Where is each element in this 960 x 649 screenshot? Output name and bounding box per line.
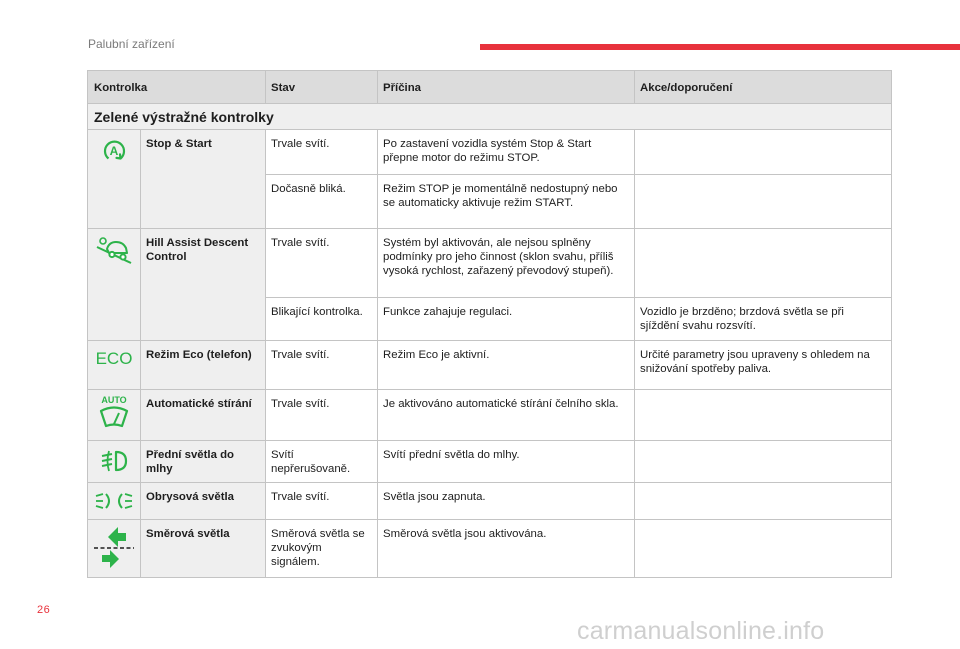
table-row bbox=[88, 341, 892, 390]
cell-akce: Vozidlo je brzděno; brzdová světla se při sjíždění svahu rozsvítí. bbox=[635, 298, 892, 341]
cell-pricina: Režim STOP je momentálně nedostupný nebo se automaticky aktivuje režim START. bbox=[378, 175, 635, 229]
column-header-kontrolka: Kontrolka bbox=[88, 71, 266, 104]
cell-akce bbox=[635, 483, 892, 520]
cell-stav: Směrová světla se zvukovým signálem. bbox=[266, 520, 378, 578]
cell-stav: Trvale svítí. bbox=[266, 483, 378, 520]
section-row bbox=[88, 104, 892, 130]
column-header-akce: Akce/doporučení bbox=[635, 71, 892, 104]
side-lights-icon bbox=[92, 491, 136, 511]
light-name: Režim Eco (telefon) bbox=[141, 341, 266, 390]
page-header-title: Palubní zařízení bbox=[88, 37, 175, 51]
light-name: Směrová světla bbox=[141, 520, 266, 578]
column-header-pricina: Příčina bbox=[378, 71, 635, 104]
cell-stav: Trvale svítí. bbox=[266, 130, 378, 175]
cell-akce bbox=[635, 390, 892, 441]
table-row bbox=[88, 130, 892, 175]
icon-cell bbox=[88, 520, 141, 578]
cell-pricina: Systém byl aktivován, ale nejsou splněny podmínky pro jeho činnost (sklon svahu, příliš vysoká rychlost, zařazený převodový stupeň). bbox=[378, 229, 635, 298]
icon-cell bbox=[88, 341, 141, 390]
cell-stav: Dočasně bliká. bbox=[266, 175, 378, 229]
icon-cell bbox=[88, 441, 141, 483]
icon-cell bbox=[88, 130, 141, 229]
light-name: Stop & Start bbox=[141, 130, 266, 229]
table-row bbox=[88, 483, 892, 520]
light-name: Hill Assist Descent Control bbox=[141, 229, 266, 341]
cell-akce bbox=[635, 175, 892, 229]
cell-pricina: Světla jsou zapnuta. bbox=[378, 483, 635, 520]
auto-wiper-icon bbox=[92, 394, 136, 432]
column-header-stav: Stav bbox=[266, 71, 378, 104]
hill-descent-icon bbox=[92, 237, 136, 265]
auto-icon-text: AUTO bbox=[101, 395, 127, 405]
warning-lights-table bbox=[87, 70, 892, 578]
cell-pricina: Je aktivováno automatické stírání čelního skla. bbox=[378, 390, 635, 441]
cell-stav: Trvale svítí. bbox=[266, 341, 378, 390]
icon-cell bbox=[88, 390, 141, 441]
table-row bbox=[88, 229, 892, 298]
icon-cell bbox=[88, 483, 141, 520]
light-name: Obrysová světla bbox=[141, 483, 266, 520]
cell-akce bbox=[635, 130, 892, 175]
header-accent-bar bbox=[480, 44, 960, 50]
cell-pricina: Funkce zahajuje regulaci. bbox=[378, 298, 635, 341]
cell-pricina: Směrová světla jsou aktivována. bbox=[378, 520, 635, 578]
cell-stav: Trvale svítí. bbox=[266, 229, 378, 298]
section-title: Zelené výstražné kontrolky bbox=[88, 104, 892, 130]
cell-akce: Určité parametry jsou upraveny s ohledem na snižování spotřeby paliva. bbox=[635, 341, 892, 390]
cell-stav: Trvale svítí. bbox=[266, 390, 378, 441]
cell-pricina: Režim Eco je aktivní. bbox=[378, 341, 635, 390]
eco-icon-text: ECO bbox=[95, 349, 133, 367]
cell-stav: Blikající kontrolka. bbox=[266, 298, 378, 341]
cell-pricina: Svítí přední světla do mlhy. bbox=[378, 441, 635, 483]
eco-icon bbox=[92, 349, 136, 367]
table-header-row bbox=[88, 71, 892, 104]
icon-cell bbox=[88, 229, 141, 341]
table-row bbox=[88, 390, 892, 441]
cell-stav: Svítí nepřerušovaně. bbox=[266, 441, 378, 483]
light-name: Přední světla do mlhy bbox=[141, 441, 266, 483]
svg-text:A: A bbox=[109, 144, 119, 158]
table-row bbox=[88, 520, 892, 578]
light-name: Automatické stírání bbox=[141, 390, 266, 441]
cell-pricina: Po zastavení vozidla systém Stop & Start přepne motor do režimu STOP. bbox=[378, 130, 635, 175]
cell-akce bbox=[635, 229, 892, 298]
front-fog-light-icon bbox=[92, 449, 136, 473]
cell-akce bbox=[635, 441, 892, 483]
watermark: carmanualsonline.info bbox=[577, 617, 825, 645]
cell-akce bbox=[635, 520, 892, 578]
turn-signal-icon bbox=[92, 525, 136, 569]
table-row bbox=[88, 441, 892, 483]
page-number: 26 bbox=[37, 604, 51, 616]
stop-start-icon bbox=[92, 138, 136, 162]
